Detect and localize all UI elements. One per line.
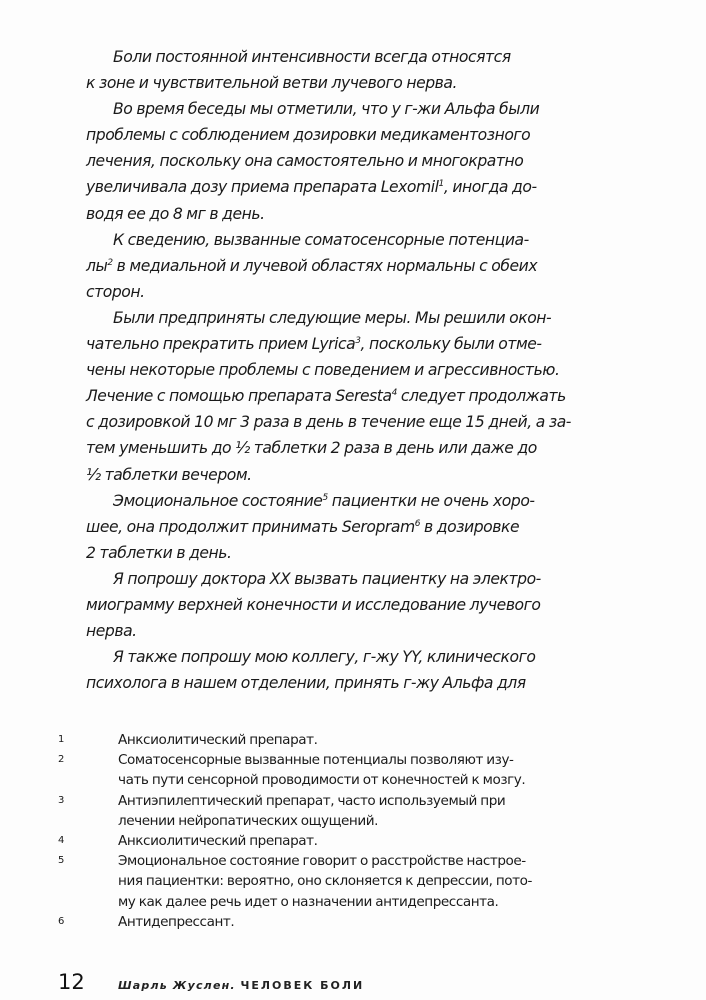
text-line — [86, 644, 618, 670]
text-line — [86, 670, 618, 696]
footnote-4 — [58, 831, 618, 851]
footnote-5 — [58, 851, 618, 912]
footnote-line: Антиэпилептический препарат, часто используемый при — [118, 792, 506, 809]
line-text: следует продолжать — [396, 387, 566, 406]
text-line — [86, 253, 618, 279]
line-text: Боли постоянной интенсивности всегда относятся — [113, 48, 511, 66]
text-line — [86, 174, 618, 200]
text-line — [86, 70, 618, 96]
line-text: 2 таблетки в день. — [86, 543, 232, 562]
text-line — [86, 148, 618, 174]
footnote-line: Эмоциональное состояние говорит о расстройстве настрое- — [118, 853, 526, 870]
text-line — [86, 618, 618, 644]
text-line — [86, 96, 618, 122]
footnote-number: 3 — [58, 794, 64, 806]
text-line — [86, 44, 618, 70]
footnote-line: Анксиолитический препарат. — [118, 732, 318, 748]
footnote-3 — [58, 791, 618, 831]
text-line — [86, 357, 618, 383]
footnote-text — [118, 851, 618, 912]
line-text: Во время беседы мы отметили, что у г-жи Альфа были — [113, 100, 540, 119]
line-text: чены некоторые проблемы с поведением и агрессивностью. — [86, 361, 560, 380]
footnote-text — [118, 912, 618, 932]
line-text: , поскольку были отме- — [360, 335, 542, 354]
text-line — [86, 592, 618, 618]
text-line — [86, 201, 618, 227]
line-text: пациентки не очень хоро- — [327, 491, 535, 510]
line-text: в медиальной и лучевой областях нормальны с обеих — [112, 256, 538, 275]
footnote-line: лечении нейропатических ощущений. — [118, 812, 378, 829]
line-text: Я также попрошу мою коллегу, г-жу YY, клинического — [113, 648, 536, 667]
text-line — [86, 488, 618, 514]
line-text: Я попрошу доктора XX вызвать пациентку на электро- — [113, 569, 541, 588]
footnote-2 — [58, 750, 618, 790]
line-text: в дозировке — [420, 517, 520, 536]
line-text: лы — [86, 256, 108, 275]
line-text: Были предприняты следующие меры. Мы решили окон- — [113, 308, 552, 327]
footnote-line: чать пути сенсорной проводимости от конечностей к мозгу. — [118, 772, 526, 789]
page-number: 12 — [58, 970, 85, 994]
text-line — [86, 383, 618, 409]
footnote-text — [118, 831, 618, 851]
footnote-text — [118, 750, 618, 790]
line-text: увеличивала дозу приема препарата Lexomil — [86, 178, 439, 197]
text-line — [86, 514, 618, 540]
text-line — [86, 331, 618, 357]
footnote-number: 6 — [58, 915, 64, 927]
line-text: ½ таблетки вечером. — [86, 465, 252, 484]
line-text: миограмму верхней конечности и исследование лучевого — [86, 595, 541, 614]
footnote-line: ния пациентки: вероятно, оно склоняется к депрессии, пото- — [118, 873, 532, 890]
footnote-ref: 1 — [438, 179, 444, 190]
running-head-author: Шарль Жуслен. — [118, 979, 236, 992]
text-line — [86, 435, 618, 461]
text-line — [86, 462, 618, 488]
line-text: нерва. — [86, 622, 137, 641]
footnote-number: 4 — [58, 835, 64, 847]
page-footer — [58, 970, 364, 994]
text-line — [86, 279, 618, 305]
main-body-text — [86, 44, 618, 696]
running-head-title: ЧЕЛОВЕК БОЛИ — [240, 979, 365, 992]
footnote-ref: 6 — [414, 518, 421, 529]
line-text: , иногда до- — [443, 178, 537, 197]
footnote-ref: 4 — [391, 388, 397, 399]
footnotes-section — [58, 730, 618, 932]
line-text: водя ее до 8 мг в день. — [86, 204, 265, 223]
footnote-text — [118, 730, 618, 750]
line-text: лечения, поскольку она самостоятельно и многократно — [86, 152, 524, 171]
line-text: шее, она продолжит принимать Seropram — [86, 517, 415, 536]
line-text: к зоне и чувствительной ветви лучевого нерва. — [86, 74, 458, 93]
footnote-number: 1 — [58, 734, 64, 745]
footnote-line: Соматосенсорные вызванные потенциалы позволяют изу- — [118, 752, 514, 769]
text-line — [86, 566, 618, 592]
footnote-ref: 2 — [107, 257, 113, 268]
line-text: Эмоциональное состояние — [113, 491, 323, 510]
line-text: проблемы с соблюдением дозировки медикаментозного — [86, 126, 531, 145]
footnote-text — [118, 791, 618, 831]
footnote-line: Анксиолитический препарат. — [118, 833, 318, 850]
line-text: тем уменьшить до ½ таблетки 2 раза в день или даже до — [86, 439, 537, 458]
line-text: с дозировкой 10 мг 3 раза в день в течение еще 15 дней, а за- — [86, 413, 571, 432]
line-text: Лечение с помощью препарата Seresta — [86, 387, 392, 406]
footnote-number: 2 — [58, 754, 64, 766]
text-line — [86, 540, 618, 566]
footnote-6 — [58, 912, 618, 932]
line-text: психолога в нашем отделении, принять г-жу Альфа для — [86, 674, 526, 693]
text-line — [86, 409, 618, 435]
text-line — [86, 305, 618, 331]
footnote-ref: 3 — [355, 336, 361, 347]
text-line — [86, 227, 618, 253]
running-head — [118, 979, 364, 992]
footnote-ref: 5 — [322, 492, 328, 503]
text-line — [86, 122, 618, 148]
footnote-line: Антидепрессант. — [118, 913, 235, 930]
footnote-1 — [58, 730, 618, 750]
footnote-line: му как далее речь идет о назначении антидепрессанта. — [118, 893, 499, 910]
line-text: К сведению, вызванные соматосенсорные потенциа- — [113, 230, 529, 249]
line-text: чательно прекратить прием Lyrica — [86, 335, 356, 354]
footnote-number: 5 — [58, 855, 64, 867]
line-text: сторон. — [86, 282, 145, 301]
